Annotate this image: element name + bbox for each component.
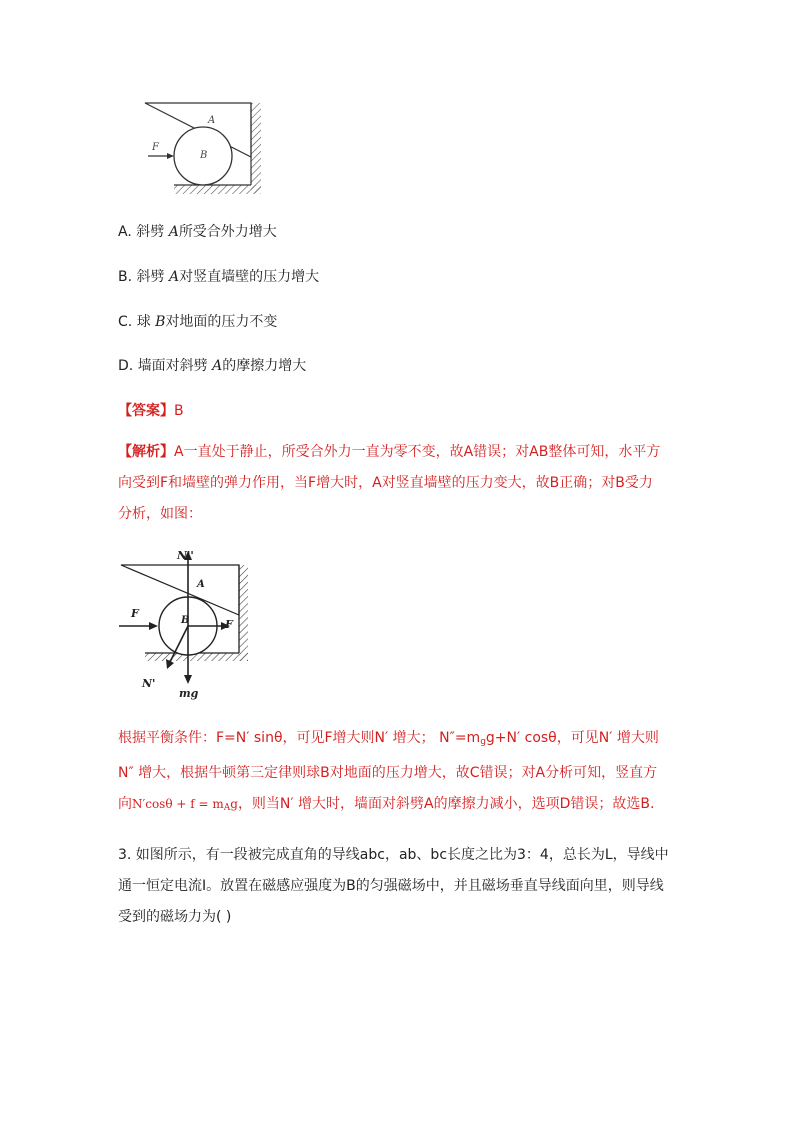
friction-formula: $N'\cos\theta + f = m_Ag$	[132, 797, 238, 813]
label-b: B	[181, 615, 190, 626]
label-b: B	[200, 150, 208, 161]
option-a: A. 斜劈 A所受合外力增大	[118, 224, 277, 240]
label-n-double-prime: N''	[177, 549, 194, 562]
balance-paragraph: 根据平衡条件：F=N′ sinθ，可见F增大则N′ 增大； $N''=m_gg+N'$ cosθ，可见N′ 增大则 N″ 增大，根据牛顿第三定律则球B对地面的压力增大，故C错误；对A分析可知，竖直方 向$N'\cos\theta + f = m_Ag$，则当N′ 增大时，墙面对斜劈A的摩擦力减小，选项D错误；故选B.	[118, 730, 659, 813]
answer-line: 【答案】B	[118, 403, 184, 419]
ground-hatch	[174, 185, 261, 194]
label-f-left: F	[131, 607, 139, 620]
label-a: A	[197, 579, 205, 590]
wall-hatch	[239, 565, 248, 661]
option-d: D. 墙面对斜劈 A的摩擦力增大	[118, 358, 307, 374]
figure-wedge-ball	[140, 95, 270, 200]
option-c: C. 球 B对地面的压力不变	[118, 314, 278, 330]
label-a: A	[208, 115, 216, 126]
figure-force-diagram	[115, 545, 260, 705]
label-f: F	[152, 142, 159, 153]
question-3: 3. 如图所示，有一段被完成直角的导线abc，ab、bc长度之比为3：4，总长为L，导线中 通一恒定电流I。放置在磁感应强度为B的匀强磁场中，并且磁场垂直导线面向里，则导线 受到的磁场力为( )	[118, 847, 669, 925]
wall-hatch	[251, 103, 261, 193]
label-f-right: F	[225, 618, 233, 631]
option-b: B. 斜劈 A对竖直墙壁的压力增大	[118, 269, 320, 285]
label-n-prime: N'	[142, 677, 156, 690]
analysis-paragraph: 【解析】A一直处于静止，所受合外力一直为零不变，故A错误；对AB整体可知，水平方 向受到F和墙壁的弹力作用，当F增大时，A对竖直墙壁的压力变大，故B正确；对B受力 分析，如图：	[118, 444, 661, 522]
label-mg: mg	[179, 687, 199, 700]
